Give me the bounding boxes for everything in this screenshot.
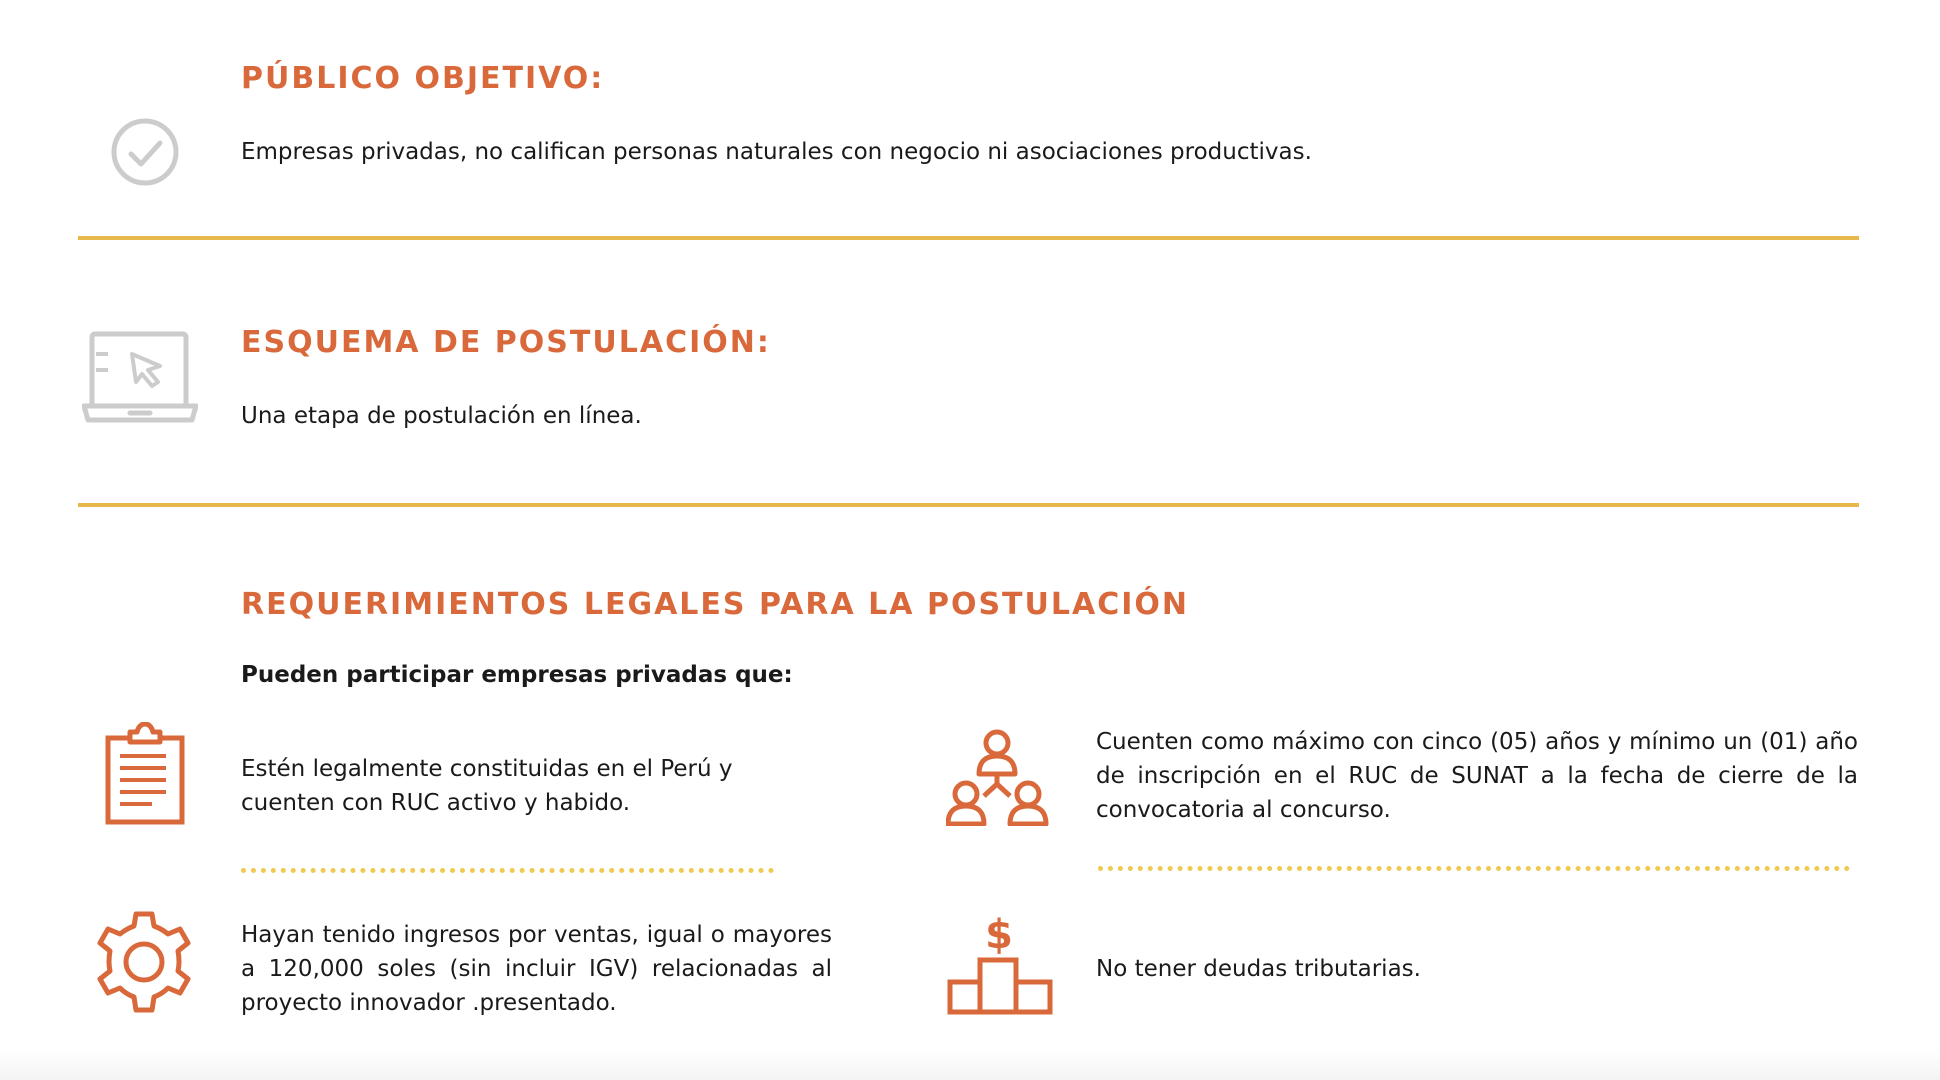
requirement-text: Cuenten como máximo con cinco (05) años y mínimo un (01) año de inscripción en el RUC de SUNAT a la fecha de cierre de la convocatoria al concurso. xyxy=(1096,729,1858,823)
section-divider xyxy=(78,236,1859,240)
requirements-subtitle: Pueden participar empresas privadas que: xyxy=(241,662,793,688)
dotted-separator xyxy=(1098,866,1850,871)
clipboard-icon xyxy=(104,722,186,826)
dollar-podium-icon xyxy=(946,908,1054,1016)
laptop-cursor-icon xyxy=(82,330,198,426)
check-circle-icon xyxy=(110,117,180,187)
people-network-icon xyxy=(946,726,1050,826)
section-text-esquema: Una etapa de postulación en línea. xyxy=(241,403,642,429)
section-title-requerimientos: REQUERIMIENTOS LEGALES PARA LA POSTULACIÓN xyxy=(241,587,1189,622)
requirement-text: Estén legalmente constituidas en el Perú y cuenten con RUC activo y habido. xyxy=(241,756,733,816)
section-title-publico: PÚBLICO OBJETIVO: xyxy=(241,61,605,96)
svg-text:$: $ xyxy=(985,912,1013,958)
dotted-separator xyxy=(241,868,774,873)
gear-icon xyxy=(92,910,196,1014)
section-divider xyxy=(78,503,1859,507)
requirement-text: No tener deudas tributarias. xyxy=(1096,956,1421,982)
requirement-text: Hayan tenido ingresos por ventas, igual o mayores a 120,000 soles (sin incluir IGV) relacionadas al proyecto innovador .presentado. xyxy=(241,922,832,1016)
section-text-publico: Empresas privadas, no califican personas naturales con negocio ni asociaciones productivas. xyxy=(241,139,1312,165)
section-title-esquema: ESQUEMA DE POSTULACIÓN: xyxy=(241,325,771,360)
page-bottom-edge xyxy=(0,1050,1940,1080)
